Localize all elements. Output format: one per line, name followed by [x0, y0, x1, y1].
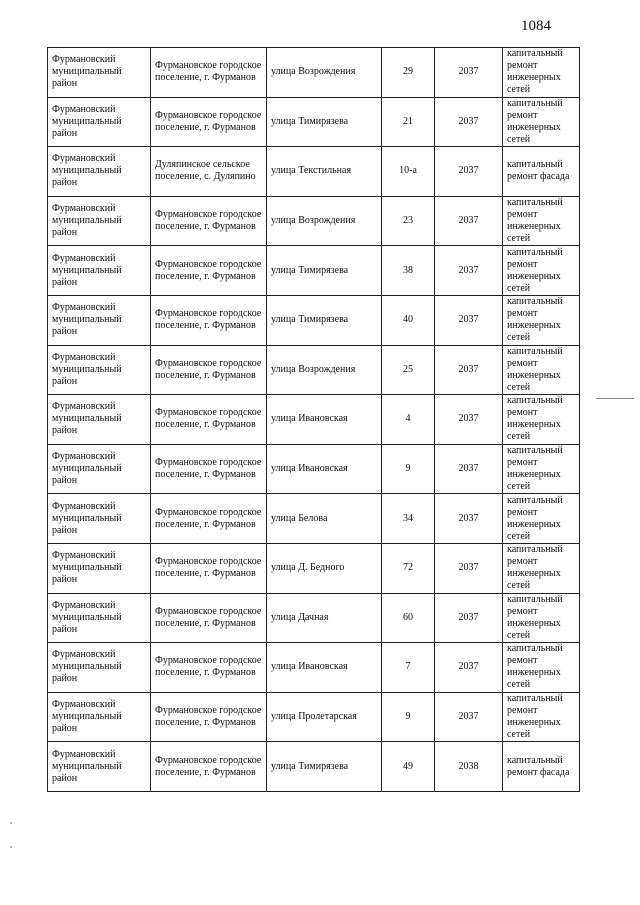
settlement-cell: Фурмановское городское поселение, г. Фурманов — [151, 643, 267, 693]
work-type-cell: капитальный ремонт фасада — [503, 147, 580, 197]
district-cell: Фурмановский муниципальный район — [48, 196, 151, 246]
settlement-cell: Фурмановское городское поселение, г. Фурманов — [151, 494, 267, 544]
year-cell: 2037 — [435, 643, 503, 693]
district-cell: Фурмановский муниципальный район — [48, 543, 151, 593]
work-type-cell: капитальный ремонт инженерных сетей — [503, 593, 580, 643]
street-cell: улица Пролетарская — [267, 692, 382, 742]
district-cell: Фурмановский муниципальный район — [48, 147, 151, 197]
year-cell: 2037 — [435, 494, 503, 544]
repair-schedule-table — [47, 47, 580, 792]
work-type-cell: капитальный ремонт инженерных сетей — [503, 543, 580, 593]
district-cell: Фурмановский муниципальный район — [48, 742, 151, 792]
table-row — [48, 643, 580, 693]
house-number-cell: 23 — [382, 196, 435, 246]
table-row — [48, 196, 580, 246]
year-cell: 2037 — [435, 147, 503, 197]
district-cell: Фурмановский муниципальный район — [48, 295, 151, 345]
district-cell: Фурмановский муниципальный район — [48, 643, 151, 693]
table-row — [48, 246, 580, 296]
street-cell: улица Белова — [267, 494, 382, 544]
year-cell: 2038 — [435, 742, 503, 792]
work-type-cell: капитальный ремонт инженерных сетей — [503, 643, 580, 693]
scan-artifact-dot — [10, 822, 12, 824]
district-cell: Фурмановский муниципальный район — [48, 395, 151, 445]
house-number-cell: 49 — [382, 742, 435, 792]
year-cell: 2037 — [435, 97, 503, 147]
house-number-cell: 60 — [382, 593, 435, 643]
house-number-cell: 38 — [382, 246, 435, 296]
street-cell: улица Ивановская — [267, 395, 382, 445]
street-cell: улица Возрождения — [267, 48, 382, 98]
year-cell: 2037 — [435, 692, 503, 742]
street-cell: улица Возрождения — [267, 345, 382, 395]
district-cell: Фурмановский муниципальный район — [48, 444, 151, 494]
street-cell: улица Тимирязева — [267, 246, 382, 296]
settlement-cell: Фурмановское городское поселение, г. Фурманов — [151, 692, 267, 742]
street-cell: улица Возрождения — [267, 196, 382, 246]
house-number-cell: 4 — [382, 395, 435, 445]
house-number-cell: 9 — [382, 692, 435, 742]
year-cell: 2037 — [435, 48, 503, 98]
work-type-cell: капитальный ремонт инженерных сетей — [503, 345, 580, 395]
house-number-cell: 10-а — [382, 147, 435, 197]
settlement-cell: Фурмановское городское поселение, г. Фурманов — [151, 444, 267, 494]
settlement-cell: Фурмановское городское поселение, г. Фурманов — [151, 48, 267, 98]
year-cell: 2037 — [435, 345, 503, 395]
work-type-cell: капитальный ремонт инженерных сетей — [503, 494, 580, 544]
settlement-cell: Фурмановское городское поселение, г. Фурманов — [151, 345, 267, 395]
settlement-cell: Фурмановское городское поселение, г. Фурманов — [151, 196, 267, 246]
year-cell: 2037 — [435, 593, 503, 643]
house-number-cell: 21 — [382, 97, 435, 147]
house-number-cell: 34 — [382, 494, 435, 544]
street-cell: улица Тимирязева — [267, 295, 382, 345]
table-row — [48, 742, 580, 792]
year-cell: 2037 — [435, 543, 503, 593]
settlement-cell: Фурмановское городское поселение, г. Фурманов — [151, 395, 267, 445]
year-cell: 2037 — [435, 196, 503, 246]
table-row — [48, 494, 580, 544]
district-cell: Фурмановский муниципальный район — [48, 593, 151, 643]
table-row — [48, 345, 580, 395]
work-type-cell: капитальный ремонт фасада — [503, 742, 580, 792]
work-type-cell: капитальный ремонт инженерных сетей — [503, 692, 580, 742]
table-body — [48, 48, 580, 792]
house-number-cell: 9 — [382, 444, 435, 494]
street-cell: улица Тимирязева — [267, 97, 382, 147]
district-cell: Фурмановский муниципальный район — [48, 97, 151, 147]
house-number-cell: 72 — [382, 543, 435, 593]
work-type-cell: капитальный ремонт инженерных сетей — [503, 196, 580, 246]
table-row — [48, 692, 580, 742]
work-type-cell: капитальный ремонт инженерных сетей — [503, 246, 580, 296]
settlement-cell: Фурмановское городское поселение, г. Фурманов — [151, 97, 267, 147]
table-row — [48, 593, 580, 643]
work-type-cell: капитальный ремонт инженерных сетей — [503, 395, 580, 445]
district-cell: Фурмановский муниципальный район — [48, 494, 151, 544]
table-row — [48, 48, 580, 98]
settlement-cell: Фурмановское городское поселение, г. Фурманов — [151, 543, 267, 593]
street-cell: улица Текстильная — [267, 147, 382, 197]
district-cell: Фурмановский муниципальный район — [48, 345, 151, 395]
table-row — [48, 543, 580, 593]
district-cell: Фурмановский муниципальный район — [48, 48, 151, 98]
scan-artifact-dot — [10, 846, 12, 848]
street-cell: улица Дачная — [267, 593, 382, 643]
work-type-cell: капитальный ремонт инженерных сетей — [503, 48, 580, 98]
page-number: 1084 — [521, 18, 551, 34]
settlement-cell: Дуляпинское сельское поселение, с. Дуляпино — [151, 147, 267, 197]
settlement-cell: Фурмановское городское поселение, г. Фурманов — [151, 742, 267, 792]
year-cell: 2037 — [435, 246, 503, 296]
house-number-cell: 29 — [382, 48, 435, 98]
table-row — [48, 295, 580, 345]
table-row — [48, 97, 580, 147]
street-cell: улица Тимирязева — [267, 742, 382, 792]
work-type-cell: капитальный ремонт инженерных сетей — [503, 444, 580, 494]
house-number-cell: 25 — [382, 345, 435, 395]
street-cell: улица Ивановская — [267, 643, 382, 693]
work-type-cell: капитальный ремонт инженерных сетей — [503, 97, 580, 147]
settlement-cell: Фурмановское городское поселение, г. Фурманов — [151, 295, 267, 345]
table-row — [48, 444, 580, 494]
house-number-cell: 7 — [382, 643, 435, 693]
district-cell: Фурмановский муниципальный район — [48, 246, 151, 296]
house-number-cell: 40 — [382, 295, 435, 345]
settlement-cell: Фурмановское городское поселение, г. Фурманов — [151, 246, 267, 296]
year-cell: 2037 — [435, 395, 503, 445]
settlement-cell: Фурмановское городское поселение, г. Фурманов — [151, 593, 267, 643]
year-cell: 2037 — [435, 444, 503, 494]
street-cell: улица Ивановская — [267, 444, 382, 494]
year-cell: 2037 — [435, 295, 503, 345]
street-cell: улица Д. Бедного — [267, 543, 382, 593]
table-row — [48, 147, 580, 197]
table-row — [48, 395, 580, 445]
district-cell: Фурмановский муниципальный район — [48, 692, 151, 742]
scan-artifact-line — [596, 398, 634, 399]
work-type-cell: капитальный ремонт инженерных сетей — [503, 295, 580, 345]
